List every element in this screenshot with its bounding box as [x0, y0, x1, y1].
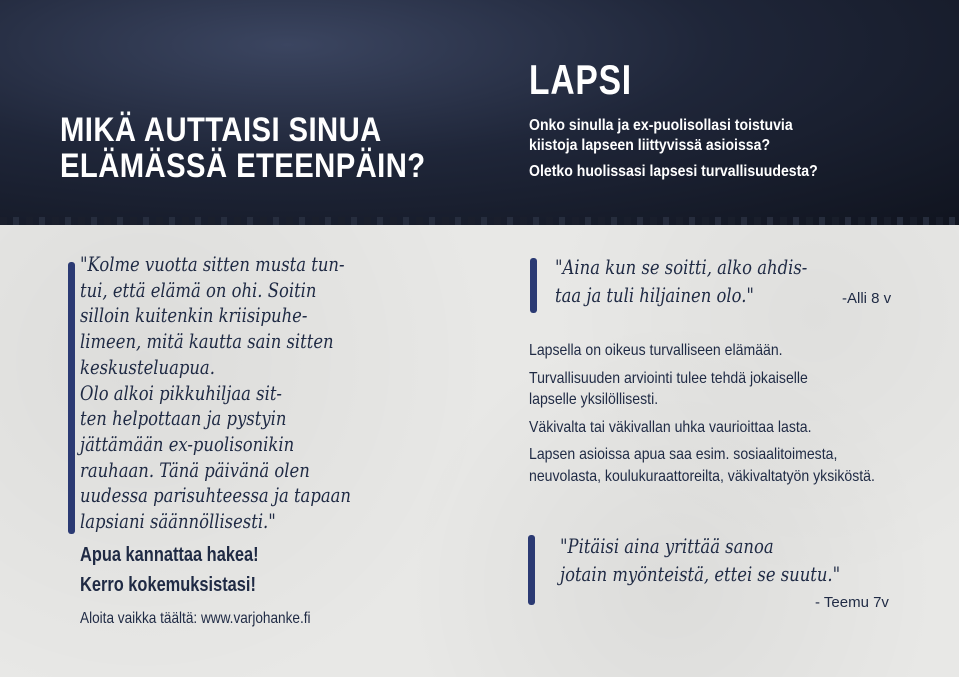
section-title: LAPSI — [529, 56, 632, 103]
child-rights-text — [529, 340, 899, 493]
quote-line: jättämään ex-puolisonikin — [80, 431, 295, 456]
quote-line: lapsiani säännöllisesti." — [80, 509, 276, 534]
quote-line: silloin kuitenkin kriisipuhe- — [80, 303, 308, 328]
intro-questions — [529, 116, 899, 182]
body-line: Lapsen asioissa apua saa esim. sosiaalitoimesta, — [529, 446, 838, 463]
body-paragraph — [529, 340, 899, 362]
body-line: Väkivalta tai väkivallan uhka vaurioittaa lasta. — [529, 418, 812, 436]
quote-accent-bar — [528, 535, 535, 605]
quote-line: uudessa parisuhteessa ja tapaan — [80, 483, 351, 508]
quote-line: rauhaan. Tänä päivänä olen — [80, 457, 310, 482]
headline-line: MIKÄ AUTTAISI SINUA — [60, 111, 382, 149]
body-paragraph — [529, 444, 899, 487]
intro-line-3: Oletko huolissasi lapsesi turvallisuudesta? — [529, 163, 818, 180]
call-to-action — [80, 540, 259, 600]
quote-attribution: -Alli 8 v — [842, 290, 892, 307]
intro-line-2: kiistoja lapseen liittyvissä asioissa? — [529, 137, 771, 154]
quote-line: "Aina kun se soitti, alko ahdis- — [555, 255, 808, 279]
quote-attribution: - Teemu 7v — [815, 594, 889, 611]
body-line: lapselle yksilöllisesti. — [529, 391, 659, 408]
intro-line — [529, 116, 899, 156]
testimonial-quote — [80, 252, 420, 535]
left-headline — [60, 111, 426, 185]
quote-line: "Pitäisi aina yrittää sanoa — [560, 534, 774, 558]
quote-line: Olo alkoi pikkuhiljaa sit- — [80, 380, 282, 405]
quote-line: jotain myönteistä, ettei se suutu." — [560, 562, 841, 586]
body-line: Lapsella on oikeus turvalliseen elämään. — [529, 342, 783, 359]
cta-line: Kerro kokemuksistasi! — [80, 574, 256, 596]
body-paragraph — [529, 417, 899, 439]
quote-line: ten helpottaan ja pystyin — [80, 406, 287, 431]
intro-line-1: Onko sinulla ja ex-puolisollasi toistuvia — [529, 117, 793, 134]
headline-line: ELÄMÄSSÄ ETEENPÄIN? — [60, 147, 426, 185]
body-paragraph — [529, 368, 899, 411]
quote-line: taa ja tuli hiljainen olo." — [555, 283, 754, 307]
body-line: Turvallisuuden arviointi tulee tehdä jokaiselle — [529, 369, 808, 387]
cta-line: Apua kannattaa hakea! — [80, 544, 259, 566]
quote-line: "Kolme vuotta sitten musta tun- — [80, 252, 345, 276]
quote-accent-bar — [530, 258, 537, 313]
quote-accent-bar — [68, 262, 75, 534]
body-line: neuvolasta, koulukuraattoreilta, väkivaltatyön yksiköstä. — [529, 467, 875, 485]
child-quote-2 — [560, 532, 940, 588]
quote-line: tui, että elämä on ohi. Soitin — [80, 277, 317, 302]
website-link[interactable]: Aloita vaikka täältä: www.varjohanke.fi — [80, 610, 311, 627]
quote-line: keskusteluapua. — [80, 354, 215, 379]
quote-line: limeen, mitä kautta sain sitten — [80, 329, 334, 354]
